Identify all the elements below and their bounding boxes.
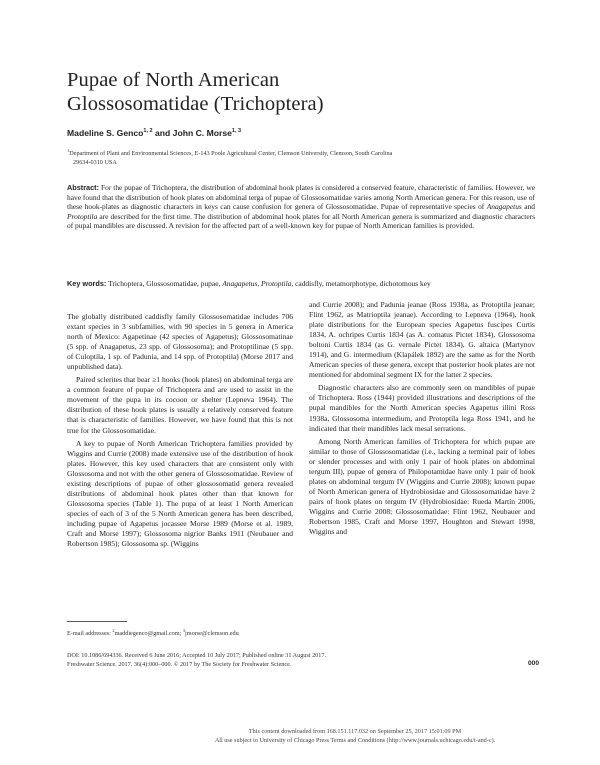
email-address-2[interactable]: jmorse@clemson.edu: [185, 630, 239, 638]
article-metadata: [67, 651, 537, 670]
author-1: Madeline S. Genco: [67, 128, 144, 138]
footer-line-1: This content downloaded from 168.151.117.032 on September 25, 2017 15:01:09 PM: [248, 728, 462, 735]
email-label: E-mail addresses:: [67, 630, 113, 638]
body-column-left: [67, 312, 293, 552]
page-number: 000: [527, 660, 539, 667]
abstract-genus-2: Protoptila: [67, 211, 98, 221]
keywords-genus-1: Anagapetus: [222, 279, 258, 288]
title-line-1: Pupae of North American: [67, 69, 280, 91]
author-conjunction: and: [152, 128, 173, 138]
abstract-label: Abstract:: [67, 183, 100, 192]
abstract-text-2: and: [521, 202, 535, 212]
keywords-label: Key words:: [67, 279, 107, 288]
paragraph: Among North American families of Trichoptera for which pupae are similar to those of Glossosomatidae (i.e., lacking a terminal pair of lobes or slender processes and with only 1 pair of hook plates on abdominal tergum III), pupae of genera of Philopotamidae have only 1 pair of hook plates on abdominal tergum IV (Wiggins and Currie 2008); known pupae of North American genera of Hydrobiosidae and Glossosomatidae have 2 pairs of hook plates on tergum IV (Hydrobiosidae: Rueda Martín 2006, Wiggins and Currie 2008; Glossosomatidae: Flint 1962, Neubauer and Robertson 1985, Craft and Morse 1997, Houghton and Stewart 1998, Wiggins and: [309, 436, 535, 537]
abstract-text-1: For the pupae of Trichoptera, the distribution of abdominal hook plates is considered a conserved feature, characteristic of families. However, we have found that the distribution of hook plates on abdominal terga of pupae of Glossosomatidae varies among North American genera. For this reason, use of these hook-plates as diagnostic characters in keys can cause confusion for genera of Glossosomatidae. Pupae of representative species of: [67, 183, 535, 212]
doi-line: DOI: 10.1086/694336. Received 6 June 2016; Accepted 10 July 2017; Published online 31 August 2017.: [67, 652, 326, 659]
keywords-text-1: Trichoptera, Glossosomatidae, pupae,: [106, 279, 223, 288]
author-2: John C. Morse: [172, 128, 232, 138]
abstract-text-3: are described for the first time. The distribution of abdominal hook plates for all North American genera is summarized and diagnostic characters of pupal mandibles are discussed. A revision for the affected part of a well-known key for pupae of North American families is provided.: [67, 211, 535, 231]
keywords-text-3: , caddisfly, metamorphotype, dichotomous key: [291, 279, 431, 288]
footer-line-2[interactable]: All use subject to University of Chicago Press Terms and Conditions (http://www.journals.uchicago.edu/t-and-c).: [214, 737, 496, 745]
author-2-affil: 1, 3: [231, 128, 242, 135]
email-marker-2: 3: [182, 628, 186, 633]
affiliation-line-2: 29634-0310 USA: [73, 158, 117, 166]
affiliation-marker: 1: [67, 148, 70, 153]
email-marker-1: 2: [112, 628, 115, 633]
author-1-affil: 1, 2: [143, 128, 153, 135]
paragraph: A key to pupae of North American Trichoptera families provided by Wiggins and Currie (2008) made extensive use of the distribution of hook plates. However, this key used characters that are consistent only with Glossosoma and not with the other genera of Glossosomatidae. Review of existing descriptions of pupae of other glossosomatid genera revealed distributions of abdominal hook plates other than that known for Glossosoma species (Table 1). The pupa of at least 1 North American species of each of 3 of the 5 North American genera has been described, including pupae of Agapetus jocassee Morse 1989 (Morse et al. 1989, Craft and Morse 1997); Glossosoma nigrior Banks 1911 (Neubauer and Robertson 1985); Glossosoma sp. (Wiggins: [67, 438, 293, 549]
article-title: [67, 68, 527, 116]
paragraph: Diagnostic characters also are commonly seen on mandibles of pupae of Trichoptera. Ross (1944) provided illustrations and descriptions of the pupal mandibles for the North American species Agapetus illini Ross 1938a, Glossosoma intermedium, and Protoptila lega Ross 1941, and he indicated that their mandibles lack mesal serrations.: [309, 383, 535, 433]
author-list: [67, 128, 527, 138]
affiliation: [67, 147, 537, 167]
paragraph: Paired sclerites that bear ≥1 hooks (hook plates) on abdominal terga are a common feature of pupae of Trichoptera and are used to assist in the movement of the pupa in its cocoon or shelter (Lepneva 1964). The distribution of these hook plates is usually a relatively conserved feature that is characteristic of families. However, we have found that this is not true for the Glossosomatidae.: [67, 375, 293, 435]
paragraph: and Currie 2008); and Padunia jeanae (Ross 1938a, as Protoptila jeanae; Flint 1962, as Matrioptila jeanae). According to Lepneva (1964), hook plate distributions for the European species Agapetus fuscipes Curtis 1834, A. ochripes Curtis 1834 (as A. comatus Pictet 1834), Glossosoma boltoni Curtis 1834 (as G. vernale Pictet 1834), G. altaica (Martynov 1914), and G. intermedium (Klapálek 1892) are the same as for the North American species of these genera, except that posterior hook plates are not mentioned for abdominal segment IX for the latter 2 species.: [309, 300, 535, 380]
email-footnote: [67, 627, 537, 638]
keywords: [67, 279, 535, 289]
citation-line: Freshwater Science. 2017. 36(4):000–000. © 2017 by The Society for Freshwater Science.: [67, 661, 292, 669]
abstract: [67, 183, 535, 231]
footnote-divider: [67, 621, 127, 622]
abstract-genus-1: Anagapetus: [486, 202, 522, 212]
body-column-right: [309, 300, 535, 540]
title-line-2: Glossosomatidae (Trichoptera): [67, 93, 324, 115]
keywords-genus-2: Protoptila: [261, 279, 292, 288]
affiliation-line-1: Department of Plant and Environmental Sciences, E-143 Poole Agricultural Center, Clemson University, Clemson, South Carolina: [69, 150, 393, 158]
keywords-text-2: ,: [257, 279, 262, 288]
download-footer: [0, 727, 600, 745]
email-address-1[interactable]: maddiegenco@gmail.com;: [114, 630, 183, 638]
paragraph: The globally distributed caddisfly family Glossosomatidae includes 706 extant species in 3 subfamilies, with 90 species in 5 genera in America north of Mexico: Agapetinae (42 species of Agapetus); Glossosomatinae (5 spp. of Anagapetus, 23 spp. of Glossosoma); and Protoptilinae (5 spp. of Culoptila, 1 sp. of Padunia, and 14 spp. of Protoptila) (Morse 2017 and unpublished data).: [67, 312, 293, 372]
